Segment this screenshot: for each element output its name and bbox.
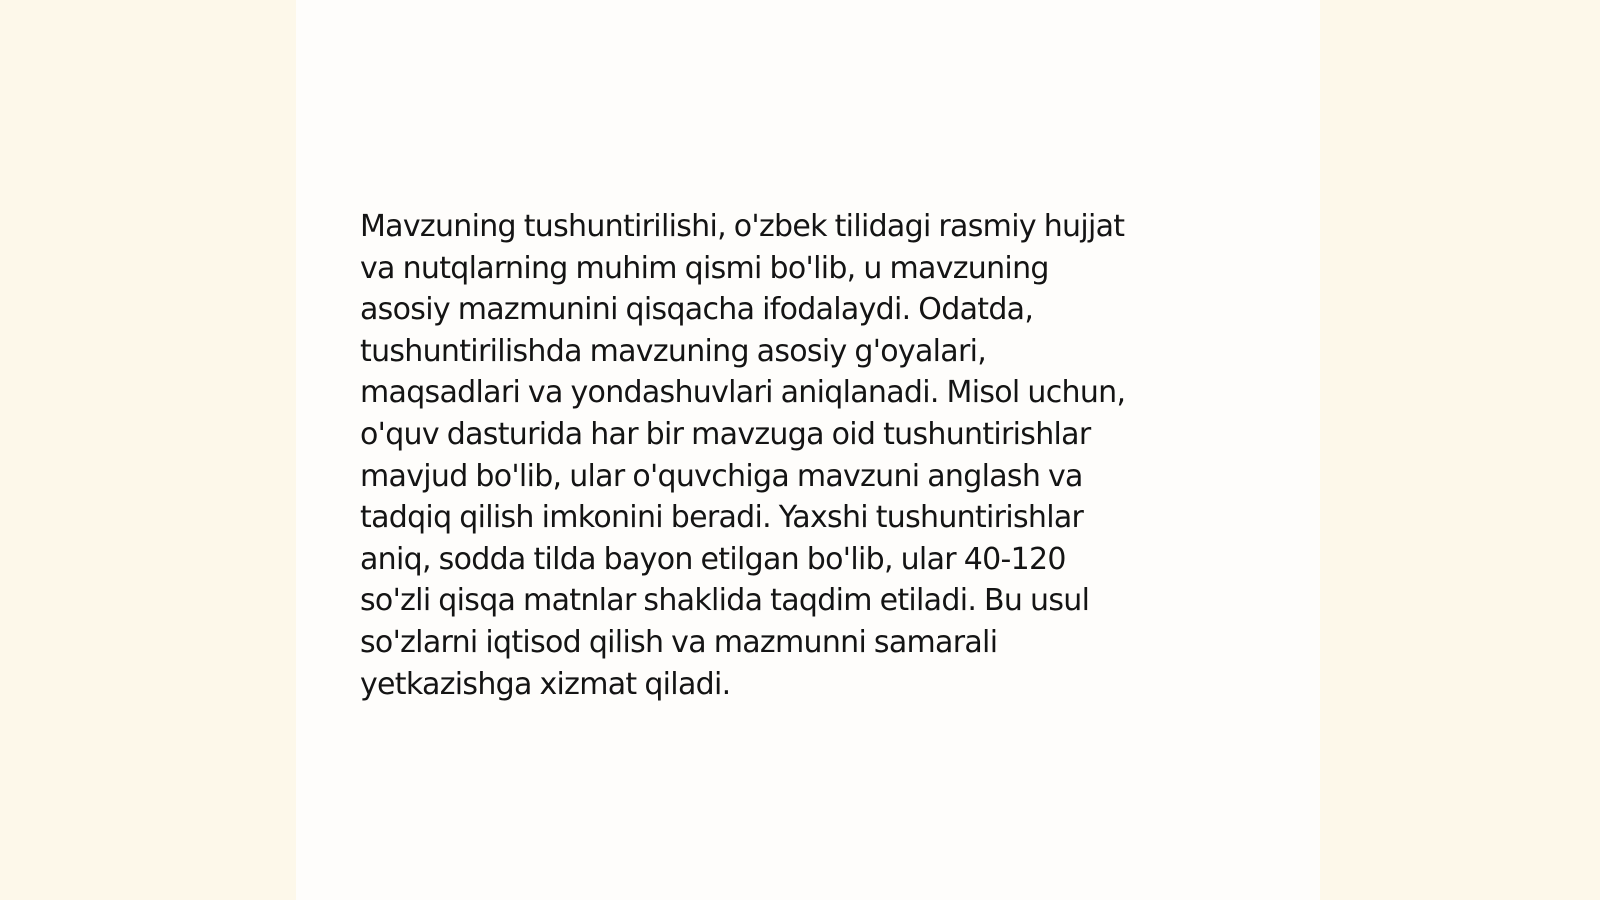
paragraph-line: so'zli qisqa matnlar shaklida taqdim etiladi. Bu usul	[360, 583, 1090, 619]
paragraph-line: mavjud bo'lib, ular o'quvchiga mavzuni anglash va	[360, 458, 1083, 494]
document-page	[296, 0, 1320, 900]
paragraph-line: yetkazishga xizmat qiladi.	[360, 666, 731, 702]
paragraph-line: maqsadlari va yondashuvlari aniqlanadi. Misol uchun,	[360, 375, 1126, 411]
paragraph-line: Mavzuning tushuntirilishi, o'zbek tilidagi rasmiy hujjat	[360, 209, 1125, 244]
paragraph-line: aniq, sodda tilda bayon etilgan bo'lib, ular 40-120	[360, 541, 1066, 577]
paragraph-line: tadqiq qilish imkonini beradi. Yaxshi tushuntirishlar	[360, 500, 1084, 536]
paragraph-line: va nutqlarning muhim qismi bo'lib, u mavzuning	[360, 250, 1049, 286]
paragraph-line: so'zlarni iqtisod qilish va mazmunni samarali	[360, 624, 998, 660]
paragraph-line: tushuntirilishda mavzuning asosiy g'oyalari,	[360, 333, 987, 369]
paragraph-line: asosiy mazmunini qisqacha ifodalaydi. Odatda,	[360, 292, 1034, 328]
paragraph-line: o'quv dasturida har bir mavzuga oid tushuntirishlar	[360, 416, 1091, 452]
body-paragraph	[360, 206, 1260, 705]
